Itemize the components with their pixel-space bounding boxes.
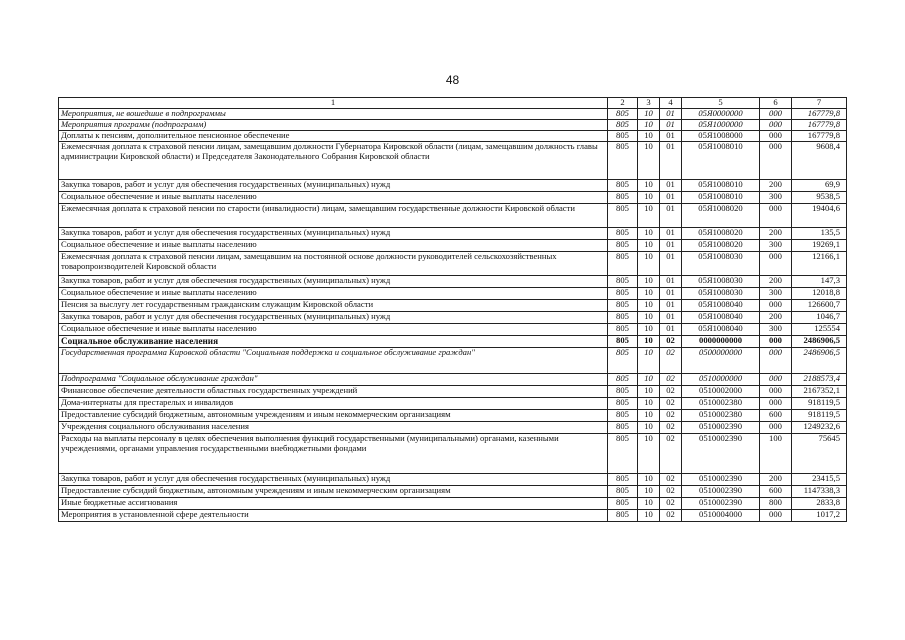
row-name: Закупка товаров, работ и услуг для обеспечения государственных (муниципальных) нужд <box>59 228 608 240</box>
row-subsection-code: 01 <box>660 276 682 288</box>
row-amount: 1249232,6 <box>792 422 847 434</box>
table-row <box>59 192 847 204</box>
row-name: Подпрограмма "Социальное обслуживание граждан" <box>59 374 608 386</box>
row-target-code: 05Я1008030 <box>682 288 760 300</box>
row-amount: 1017,2 <box>792 510 847 522</box>
row-target-code: 05Я1008020 <box>682 204 760 228</box>
row-expense-type: 000 <box>760 120 792 131</box>
row-expense-type: 200 <box>760 228 792 240</box>
row-section-code: 10 <box>638 120 660 131</box>
row-subsection-code: 01 <box>660 192 682 204</box>
table-row <box>59 398 847 410</box>
table-row <box>59 240 847 252</box>
table-row <box>59 120 847 131</box>
row-target-code: 0510002390 <box>682 422 760 434</box>
row-ministry-code: 805 <box>608 288 638 300</box>
row-section-code: 10 <box>638 374 660 386</box>
row-expense-type: 000 <box>760 204 792 228</box>
row-amount: 125554 <box>792 324 847 336</box>
row-target-code: 0510002390 <box>682 434 760 474</box>
row-name: Социальное обеспечение и иные выплаты населению <box>59 324 608 336</box>
column-header: 3 <box>638 98 660 109</box>
column-header: 6 <box>760 98 792 109</box>
row-expense-type: 000 <box>760 348 792 374</box>
row-ministry-code: 805 <box>608 348 638 374</box>
row-expense-type: 300 <box>760 240 792 252</box>
row-subsection-code: 02 <box>660 386 682 398</box>
row-ministry-code: 805 <box>608 192 638 204</box>
row-amount: 12166,1 <box>792 252 847 276</box>
row-subsection-code: 01 <box>660 252 682 276</box>
row-name: Ежемесячная доплата к страховой пенсии лицам, замещавшим должности Губернатора Кировской области (лицам, замещавшим должность главы администрации Кировской области) и Председателя Законодательного Собрания Кировской области <box>59 142 608 180</box>
row-subsection-code: 01 <box>660 288 682 300</box>
row-section-code: 10 <box>638 486 660 498</box>
table-row <box>59 422 847 434</box>
table-row <box>59 109 847 120</box>
table-row <box>59 486 847 498</box>
row-ministry-code: 805 <box>608 336 638 348</box>
row-ministry-code: 805 <box>608 109 638 120</box>
row-expense-type: 000 <box>760 398 792 410</box>
row-section-code: 10 <box>638 398 660 410</box>
row-subsection-code: 02 <box>660 474 682 486</box>
row-expense-type: 000 <box>760 510 792 522</box>
row-ministry-code: 805 <box>608 498 638 510</box>
row-ministry-code: 805 <box>608 204 638 228</box>
row-target-code: 05Я1008010 <box>682 142 760 180</box>
table-row <box>59 324 847 336</box>
row-amount: 2833,8 <box>792 498 847 510</box>
row-amount: 2486906,5 <box>792 336 847 348</box>
row-subsection-code: 01 <box>660 109 682 120</box>
table-row <box>59 204 847 228</box>
row-target-code: 0510000000 <box>682 374 760 386</box>
row-target-code: 0510002390 <box>682 498 760 510</box>
row-name: Ежемесячная доплата к страховой пенсии лицам, замещавшим на постоянной основе должности руководителей сельскохозяйственных товаропроизводителей Кировской области <box>59 252 608 276</box>
row-section-code: 10 <box>638 300 660 312</box>
row-target-code: 0510002380 <box>682 398 760 410</box>
row-amount: 918119,5 <box>792 398 847 410</box>
table-row <box>59 374 847 386</box>
row-expense-type: 300 <box>760 288 792 300</box>
row-expense-type: 000 <box>760 252 792 276</box>
row-amount: 9608,4 <box>792 142 847 180</box>
row-ministry-code: 805 <box>608 228 638 240</box>
row-section-code: 10 <box>638 142 660 180</box>
row-ministry-code: 805 <box>608 324 638 336</box>
table-row <box>59 348 847 374</box>
row-amount: 147,3 <box>792 276 847 288</box>
row-subsection-code: 01 <box>660 312 682 324</box>
row-name: Пенсия за выслугу лет государственным гражданским служащим Кировской области <box>59 300 608 312</box>
row-ministry-code: 805 <box>608 434 638 474</box>
row-ministry-code: 805 <box>608 120 638 131</box>
budget-table <box>58 97 847 522</box>
row-section-code: 10 <box>638 131 660 142</box>
row-section-code: 10 <box>638 109 660 120</box>
row-expense-type: 600 <box>760 410 792 422</box>
row-name: Мероприятия, не вошедшие в подпрограммы <box>59 109 608 120</box>
row-subsection-code: 02 <box>660 510 682 522</box>
row-name: Мероприятия программ (подпрограмм) <box>59 120 608 131</box>
row-amount: 12018,8 <box>792 288 847 300</box>
row-section-code: 10 <box>638 240 660 252</box>
row-section-code: 10 <box>638 434 660 474</box>
row-expense-type: 200 <box>760 276 792 288</box>
row-name: Финансовое обеспечение деятельности областных государственных учреждений <box>59 386 608 398</box>
row-target-code: 0510004000 <box>682 510 760 522</box>
row-section-code: 10 <box>638 312 660 324</box>
row-target-code: 0000000000 <box>682 336 760 348</box>
row-ministry-code: 805 <box>608 374 638 386</box>
row-target-code: 05Я1008040 <box>682 312 760 324</box>
row-expense-type: 800 <box>760 498 792 510</box>
table-body <box>59 109 847 522</box>
row-amount: 19404,6 <box>792 204 847 228</box>
table-row <box>59 434 847 474</box>
row-name: Закупка товаров, работ и услуг для обеспечения государственных (муниципальных) нужд <box>59 312 608 324</box>
row-expense-type: 000 <box>760 386 792 398</box>
row-ministry-code: 805 <box>608 252 638 276</box>
row-target-code: 05Я1008020 <box>682 240 760 252</box>
column-header: 4 <box>660 98 682 109</box>
row-expense-type: 200 <box>760 180 792 192</box>
row-target-code: 05Я1008040 <box>682 324 760 336</box>
row-ministry-code: 805 <box>608 422 638 434</box>
row-section-code: 10 <box>638 498 660 510</box>
row-expense-type: 100 <box>760 434 792 474</box>
row-name: Закупка товаров, работ и услуг для обеспечения государственных (муниципальных) нужд <box>59 474 608 486</box>
header-row <box>59 98 847 109</box>
table-row <box>59 510 847 522</box>
row-amount: 126600,7 <box>792 300 847 312</box>
row-ministry-code: 805 <box>608 486 638 498</box>
row-subsection-code: 01 <box>660 120 682 131</box>
row-section-code: 10 <box>638 324 660 336</box>
table-row <box>59 312 847 324</box>
row-amount: 2167352,1 <box>792 386 847 398</box>
row-section-code: 10 <box>638 180 660 192</box>
row-target-code: 05Я1000000 <box>682 120 760 131</box>
row-expense-type: 000 <box>760 374 792 386</box>
row-amount: 9538,5 <box>792 192 847 204</box>
row-section-code: 10 <box>638 510 660 522</box>
row-target-code: 05Я1008000 <box>682 131 760 142</box>
table-row <box>59 142 847 180</box>
table-row <box>59 300 847 312</box>
row-target-code: 0510002000 <box>682 386 760 398</box>
row-subsection-code: 02 <box>660 374 682 386</box>
row-target-code: 05Я0000000 <box>682 109 760 120</box>
row-expense-type: 000 <box>760 109 792 120</box>
row-section-code: 10 <box>638 276 660 288</box>
row-amount: 23415,5 <box>792 474 847 486</box>
row-amount: 2188573,4 <box>792 374 847 386</box>
row-amount: 918119,5 <box>792 410 847 422</box>
row-ministry-code: 805 <box>608 386 638 398</box>
row-target-code: 0510002390 <box>682 486 760 498</box>
row-name: Ежемесячная доплата к страховой пенсии по старости (инвалидности) лицам, замещавшим государственные должности Кировской области <box>59 204 608 228</box>
row-ministry-code: 805 <box>608 131 638 142</box>
row-amount: 167779,8 <box>792 109 847 120</box>
row-target-code: 0500000000 <box>682 348 760 374</box>
column-header: 5 <box>682 98 760 109</box>
row-section-code: 10 <box>638 410 660 422</box>
row-subsection-code: 01 <box>660 142 682 180</box>
table-row <box>59 288 847 300</box>
row-name: Предоставление субсидий бюджетным, автономным учреждениям и иным некоммерческим организациям <box>59 486 608 498</box>
row-name: Учреждения социального обслуживания населения <box>59 422 608 434</box>
row-subsection-code: 02 <box>660 498 682 510</box>
row-amount: 1046,7 <box>792 312 847 324</box>
row-subsection-code: 02 <box>660 422 682 434</box>
row-expense-type: 000 <box>760 131 792 142</box>
row-expense-type: 300 <box>760 192 792 204</box>
row-ministry-code: 805 <box>608 240 638 252</box>
row-target-code: 05Я1008030 <box>682 252 760 276</box>
row-ministry-code: 805 <box>608 474 638 486</box>
row-subsection-code: 01 <box>660 300 682 312</box>
row-expense-type: 600 <box>760 486 792 498</box>
row-section-code: 10 <box>638 348 660 374</box>
row-subsection-code: 01 <box>660 240 682 252</box>
row-name: Дома-интернаты для престарелых и инвалидов <box>59 398 608 410</box>
row-name: Социальное обслуживание населения <box>59 336 608 348</box>
table-row <box>59 410 847 422</box>
row-target-code: 05Я1008040 <box>682 300 760 312</box>
row-ministry-code: 805 <box>608 180 638 192</box>
table-row <box>59 386 847 398</box>
table-row <box>59 228 847 240</box>
row-amount: 19269,1 <box>792 240 847 252</box>
row-name: Расходы на выплаты персоналу в целях обеспечения выполнения функций государственными (муниципальными) органами, казенными учреждениями, органами управления государственными внебюджетными фондами <box>59 434 608 474</box>
row-section-code: 10 <box>638 228 660 240</box>
row-section-code: 10 <box>638 252 660 276</box>
row-subsection-code: 02 <box>660 336 682 348</box>
row-name: Доплаты к пенсиям, дополнительное пенсионное обеспечение <box>59 131 608 142</box>
row-target-code: 05Я1008030 <box>682 276 760 288</box>
row-section-code: 10 <box>638 192 660 204</box>
row-expense-type: 000 <box>760 336 792 348</box>
table-row <box>59 180 847 192</box>
row-section-code: 10 <box>638 422 660 434</box>
row-amount: 2486906,5 <box>792 348 847 374</box>
row-subsection-code: 02 <box>660 348 682 374</box>
row-subsection-code: 02 <box>660 434 682 474</box>
row-ministry-code: 805 <box>608 398 638 410</box>
row-name: Мероприятия в установленной сфере деятельности <box>59 510 608 522</box>
row-amount: 135,5 <box>792 228 847 240</box>
row-amount: 167779,8 <box>792 131 847 142</box>
row-name: Социальное обеспечение и иные выплаты населению <box>59 240 608 252</box>
row-expense-type: 200 <box>760 312 792 324</box>
row-ministry-code: 805 <box>608 300 638 312</box>
row-target-code: 05Я1008020 <box>682 228 760 240</box>
table-row <box>59 474 847 486</box>
row-section-code: 10 <box>638 336 660 348</box>
row-section-code: 10 <box>638 288 660 300</box>
table-row <box>59 336 847 348</box>
row-expense-type: 000 <box>760 300 792 312</box>
row-subsection-code: 01 <box>660 228 682 240</box>
row-name: Государственная программа Кировской области "Социальная поддержка и социальное обслуживание граждан" <box>59 348 608 374</box>
row-name: Закупка товаров, работ и услуг для обеспечения государственных (муниципальных) нужд <box>59 180 608 192</box>
table-row <box>59 276 847 288</box>
row-expense-type: 200 <box>760 474 792 486</box>
row-amount: 167779,8 <box>792 120 847 131</box>
row-target-code: 0510002390 <box>682 474 760 486</box>
row-target-code: 05Я1008010 <box>682 192 760 204</box>
column-header: 7 <box>792 98 847 109</box>
row-ministry-code: 805 <box>608 410 638 422</box>
row-subsection-code: 01 <box>660 131 682 142</box>
row-subsection-code: 02 <box>660 398 682 410</box>
row-name: Социальное обеспечение и иные выплаты населению <box>59 192 608 204</box>
row-name: Иные бюджетные ассигнования <box>59 498 608 510</box>
column-header: 1 <box>59 98 608 109</box>
row-expense-type: 300 <box>760 324 792 336</box>
table-row <box>59 131 847 142</box>
row-subsection-code: 02 <box>660 486 682 498</box>
table-row <box>59 498 847 510</box>
row-target-code: 05Я1008010 <box>682 180 760 192</box>
row-target-code: 0510002380 <box>682 410 760 422</box>
table-row <box>59 252 847 276</box>
row-subsection-code: 01 <box>660 180 682 192</box>
row-amount: 1147338,3 <box>792 486 847 498</box>
row-ministry-code: 805 <box>608 510 638 522</box>
row-ministry-code: 805 <box>608 142 638 180</box>
row-ministry-code: 805 <box>608 276 638 288</box>
row-name: Закупка товаров, работ и услуг для обеспечения государственных (муниципальных) нужд <box>59 276 608 288</box>
row-name: Предоставление субсидий бюджетным, автономным учреждениям и иным некоммерческим организациям <box>59 410 608 422</box>
row-expense-type: 000 <box>760 142 792 180</box>
row-section-code: 10 <box>638 386 660 398</box>
row-subsection-code: 02 <box>660 410 682 422</box>
row-amount: 69,9 <box>792 180 847 192</box>
row-subsection-code: 01 <box>660 324 682 336</box>
row-section-code: 10 <box>638 474 660 486</box>
row-expense-type: 000 <box>760 422 792 434</box>
row-name: Социальное обеспечение и иные выплаты населению <box>59 288 608 300</box>
page-number: 48 <box>445 73 460 87</box>
row-amount: 75645 <box>792 434 847 474</box>
column-header: 2 <box>608 98 638 109</box>
row-section-code: 10 <box>638 204 660 228</box>
row-ministry-code: 805 <box>608 312 638 324</box>
row-subsection-code: 01 <box>660 204 682 228</box>
